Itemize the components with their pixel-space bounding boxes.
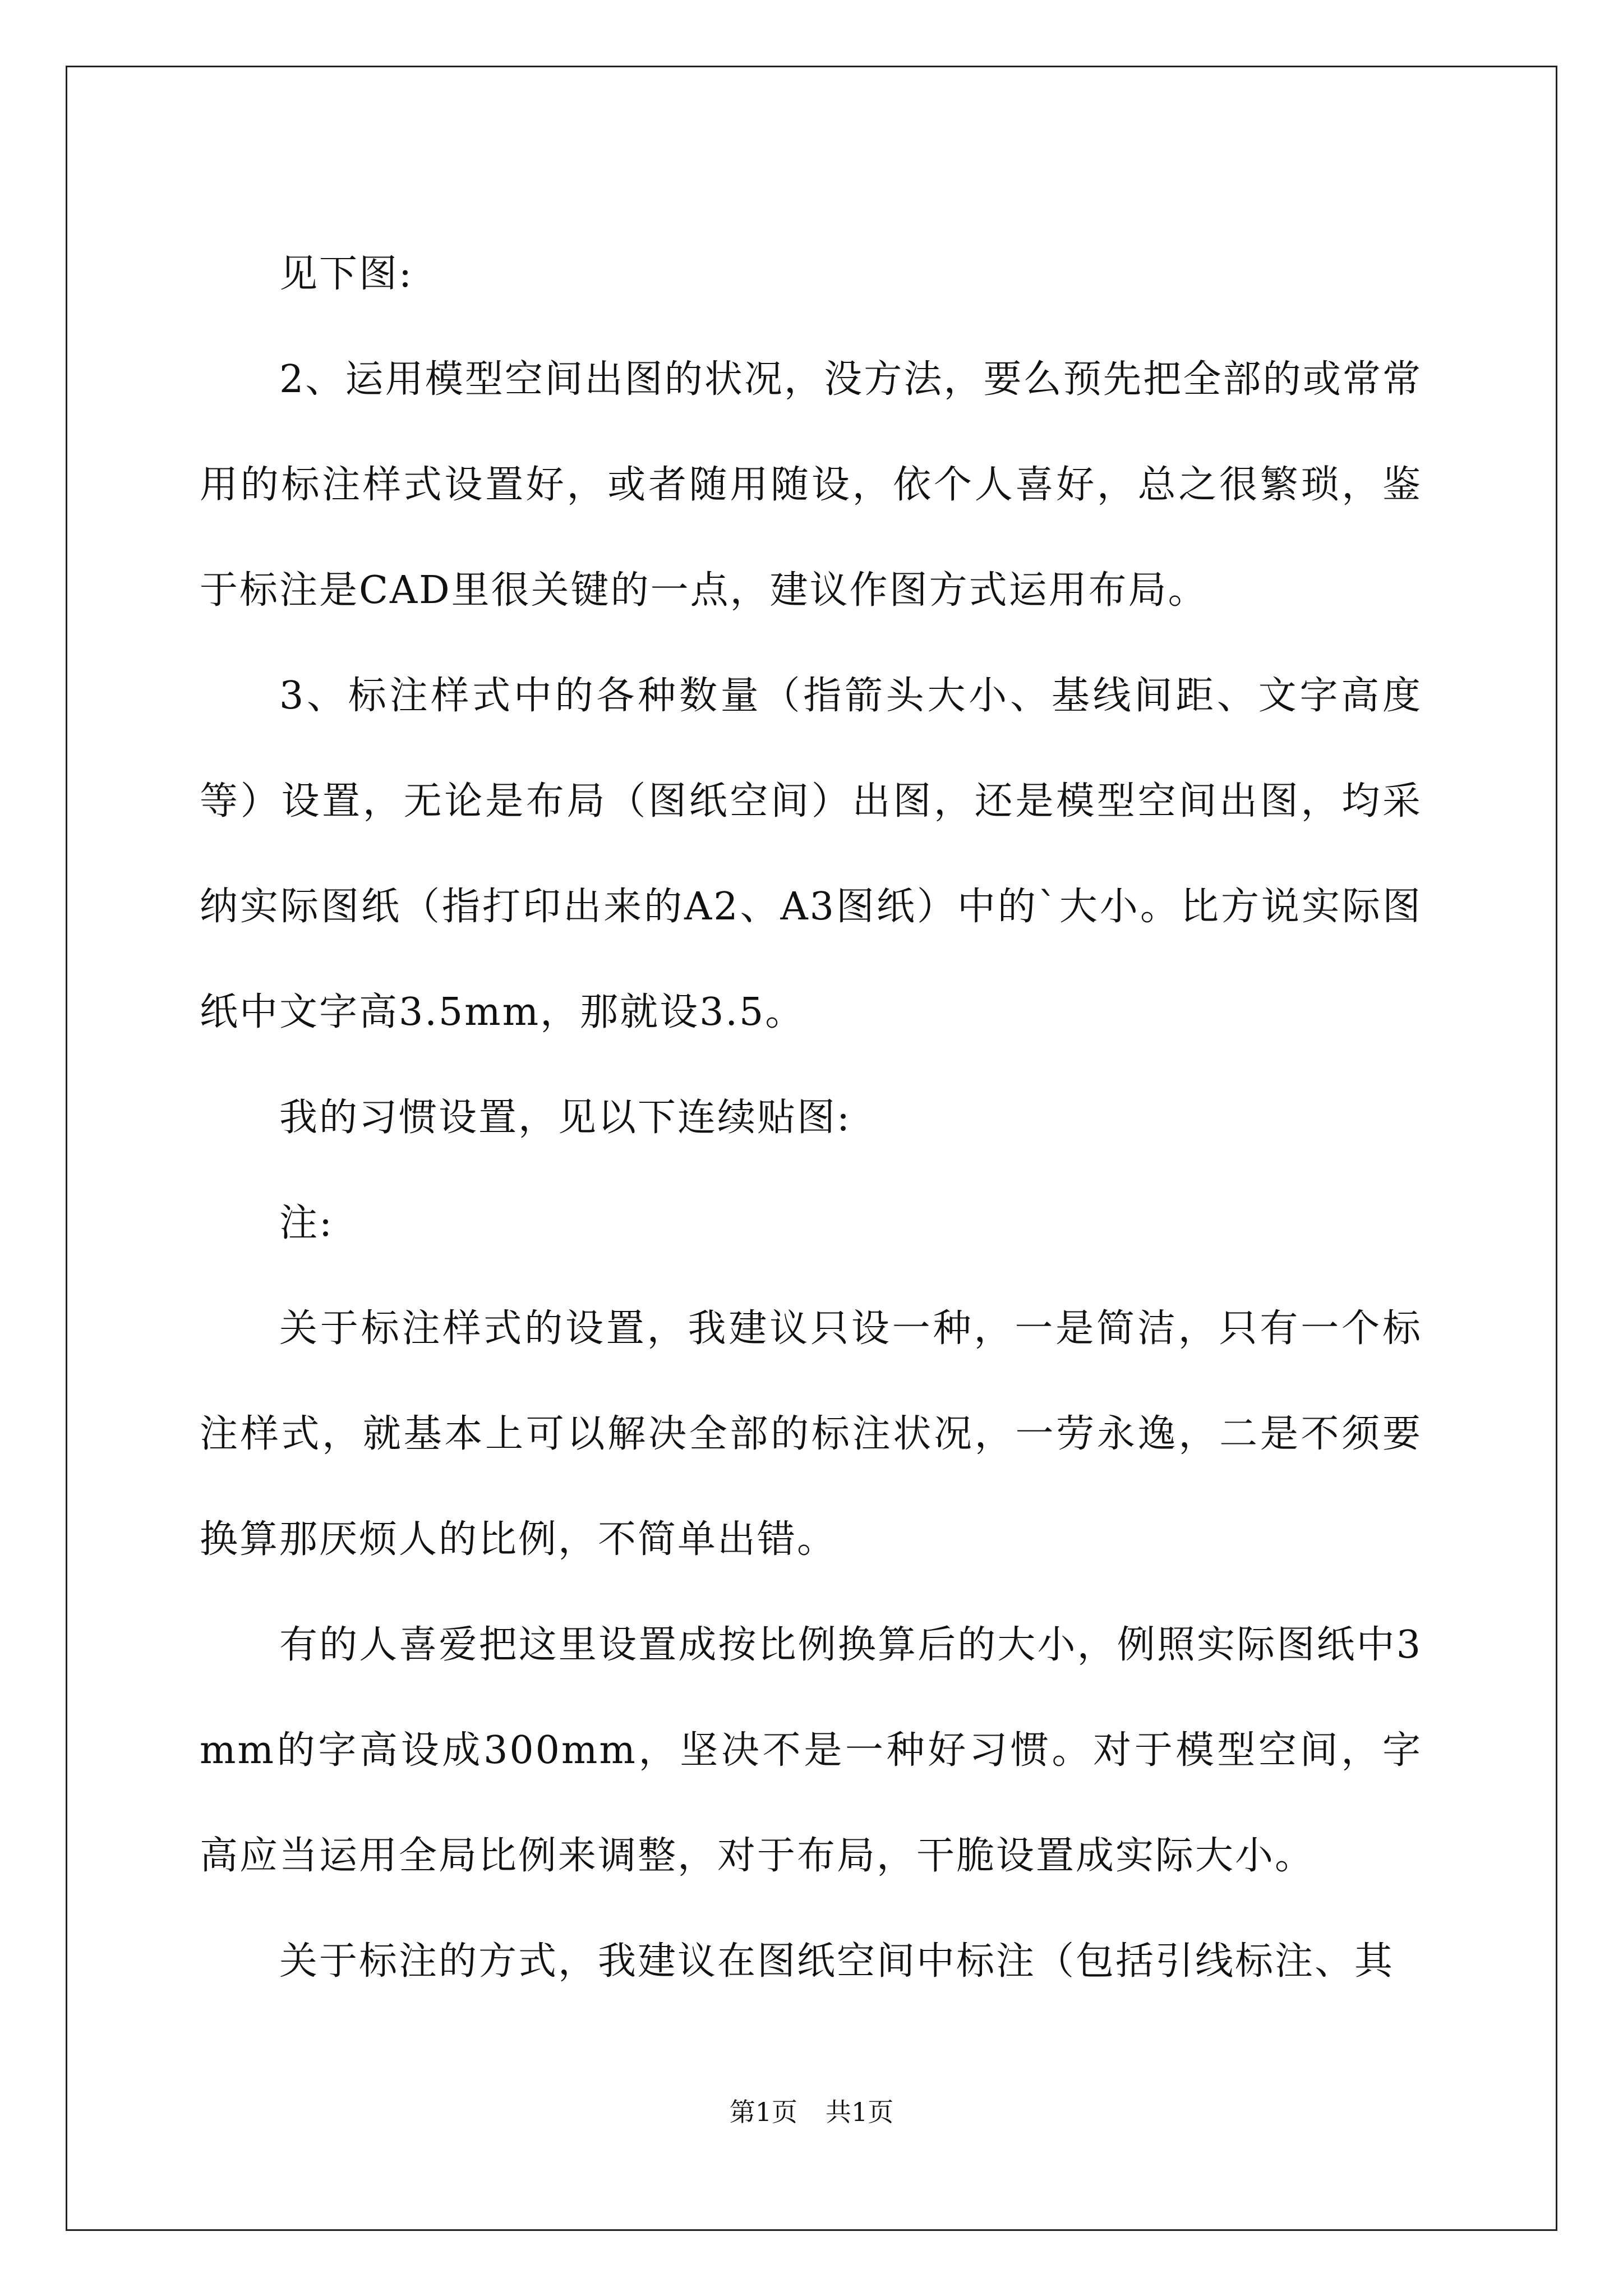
paragraph: 注: xyxy=(279,1201,334,1245)
paragraph: 关于标注的方式，我建议在图纸空间中标注（包括引线标注、其 xyxy=(279,1939,1395,1984)
paragraph: 3、标注样式中的各种数量（指箭头大小、基线间距、文字高度等）设置，无论是布局（图纸空间）出图，还是模型空间出图，均采纳实际图纸（指打印出来的A2、A3图纸）中的`大小。比方说实际图纸中文字高3.5mm，那就设3.5。 xyxy=(200,674,1422,1034)
paragraph: 见下图: xyxy=(279,252,413,296)
paragraph: 2、运用模型空间出图的状况，没方法，要么预先把全部的或常常用的标注样式设置好，或者随用随设，依个人喜好，总之很繁琐，鉴于标注是CAD里很关键的一点，建议作图方式运用布局。 xyxy=(200,357,1422,613)
page-number-current: 第1页 xyxy=(729,2097,797,2127)
page-footer xyxy=(0,2095,1623,2129)
page-number-total: 共1页 xyxy=(826,2097,894,2127)
document-body xyxy=(200,222,1422,2014)
paragraph: 我的习惯设置，见以下连续贴图: xyxy=(279,1096,851,1140)
paragraph: 关于标注样式的设置，我建议只设一种，一是简洁，只有一个标注样式，就基本上可以解决全部的标注状况，一劳永逸，二是不须要换算那厌烦人的比例，不简单出错。 xyxy=(200,1306,1422,1562)
paragraph: 有的人喜爱把这里设置成按比例换算后的大小，例照实际图纸中3mm的字高设成300mm，坚决不是一种好习惯。对于模型空间，字高应当运用全局比例来调整，对于布局，干脆设置成实际大小。 xyxy=(200,1623,1422,1878)
